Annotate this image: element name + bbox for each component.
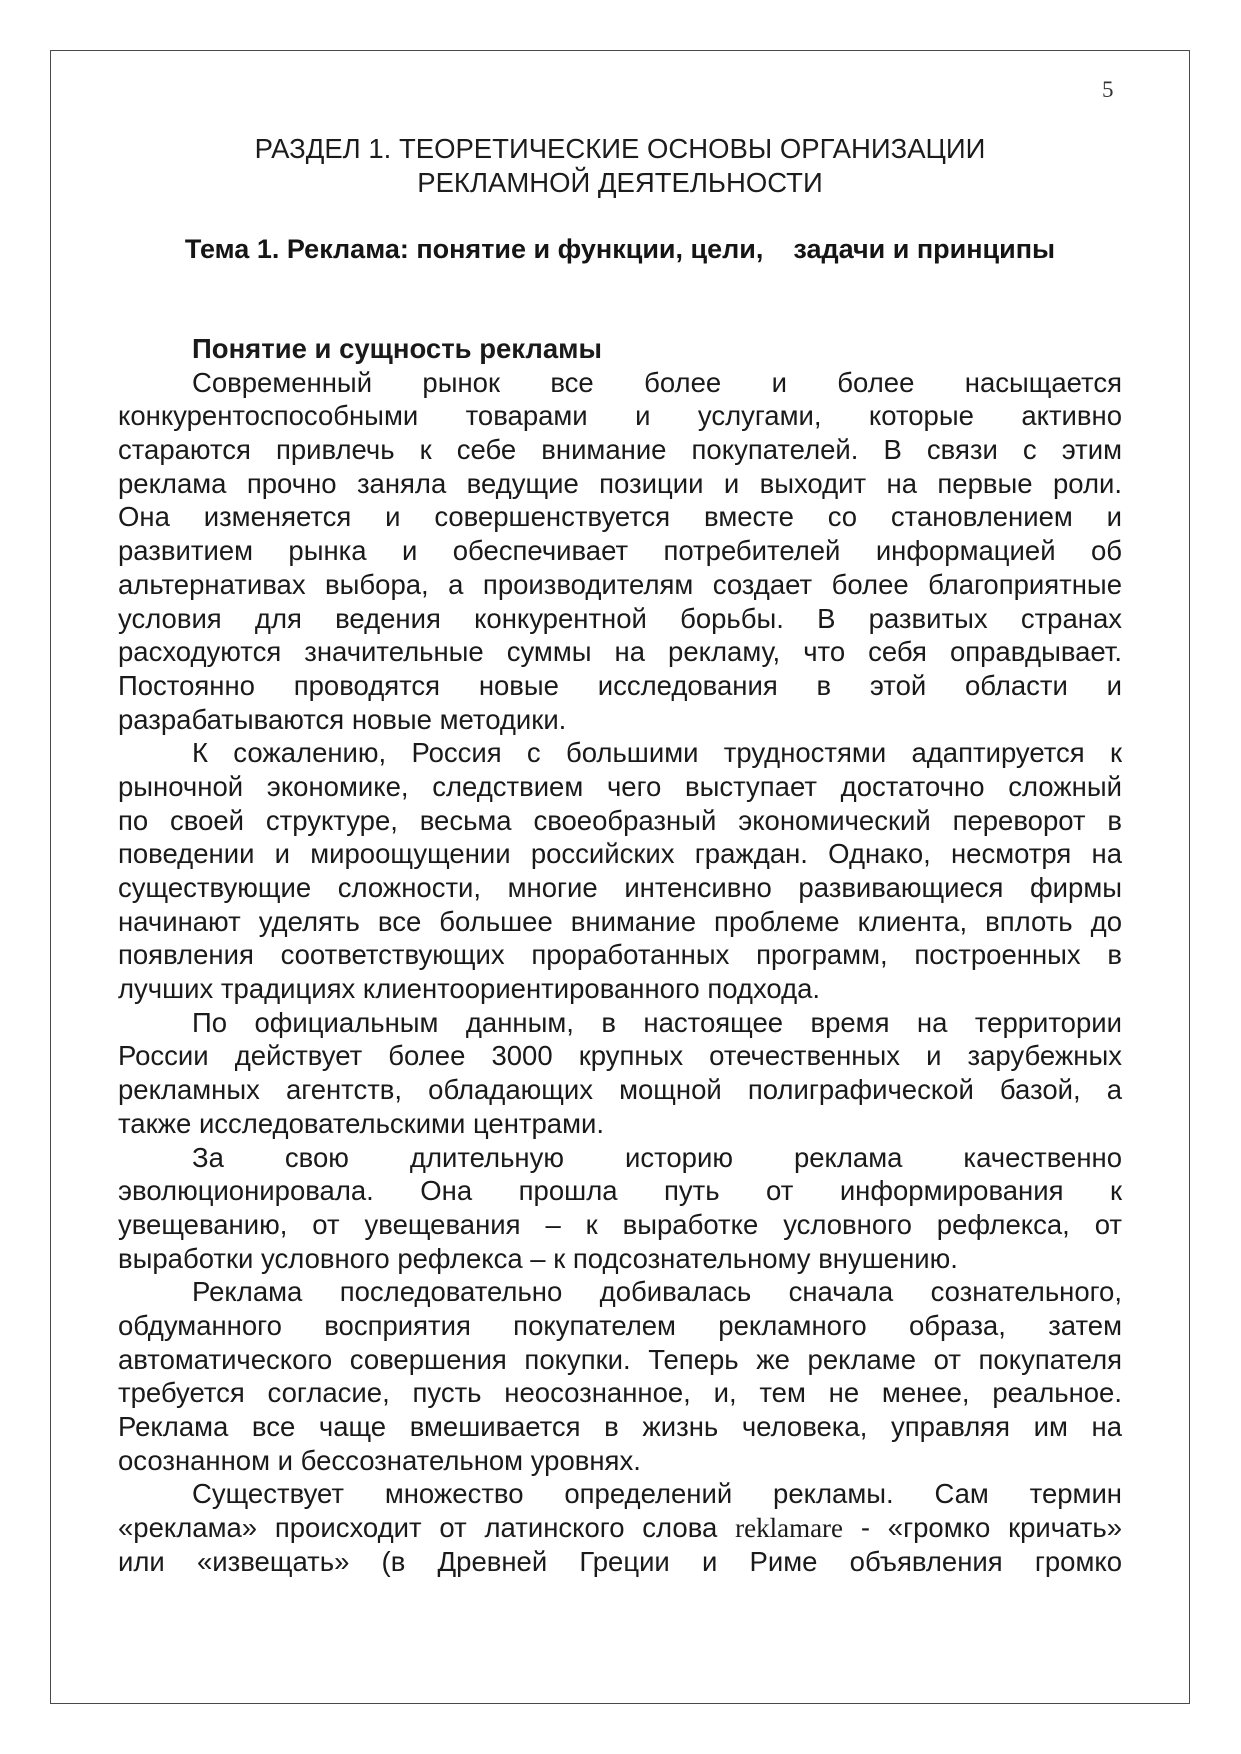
text-line: Современный рынок все более и более насыщается	[192, 366, 1122, 398]
paragraph-2	[118, 736, 1122, 1006]
text-line-with-latin-term	[118, 1511, 1122, 1545]
text-line: России действует более 3000 крупных отечественных и зарубежных	[118, 1040, 1122, 1072]
document-body	[118, 332, 1122, 1578]
text-line: стараются привлечь к себе внимание покупателей. В связи с этим	[118, 434, 1122, 466]
text-line: осознанном и бессознательном уровнях.	[118, 1444, 641, 1476]
text-fragment: «реклама» происходит от латинского слова	[118, 1512, 736, 1544]
topic-title: Тема 1. Реклама: понятие и функции, цели, задачи и принципы	[184, 234, 1056, 264]
text-line: рекламных агентств, обладающих мощной полиграфической базой, а	[118, 1074, 1122, 1106]
text-line: расходуются значительные суммы на рекламу, что себя оправдывает.	[118, 636, 1122, 668]
text-line: К сожалению, Россия с большими трудностями адаптируется к	[192, 737, 1122, 769]
text-line: появления соответствующих проработанных программ, построенных в	[118, 939, 1122, 971]
text-line: существующие сложности, многие интенсивно развивающиеся фирмы	[118, 872, 1122, 903]
paragraph-1	[118, 366, 1122, 737]
page-number: 5	[1102, 77, 1114, 102]
subheading: Понятие и сущность рекламы	[192, 333, 603, 364]
latin-term: reklamare	[735, 1513, 844, 1544]
text-fragment: - «громко кричать»	[843, 1512, 1122, 1544]
text-line: По официальным данным, в настоящее время на территории	[192, 1006, 1122, 1038]
text-line: Существует множество определений рекламы. Сам термин	[192, 1478, 1122, 1510]
text-line: развитием рынка и обеспечивает потребителей информацией об	[118, 535, 1122, 567]
text-line: реклама прочно заняла ведущие позиции и выходит на первые роли.	[118, 467, 1122, 499]
text-line: конкурентоспособными товарами и услугами, которые активно	[118, 400, 1122, 432]
text-line: рыночной экономике, следствием чего выступает достаточно сложный	[118, 770, 1122, 802]
text-line: автоматического совершения покупки. Теперь же рекламе от покупателя	[118, 1343, 1122, 1375]
text-line: Реклама все чаще вмешивается в жизнь человека, управляя им на	[118, 1411, 1122, 1442]
text-line: альтернативах выбора, а производителям создает более благоприятные	[118, 568, 1122, 600]
text-line: разрабатываются новые методики.	[118, 703, 567, 735]
text-line: Постоянно проводятся новые исследования в этой области и	[118, 669, 1122, 701]
paragraph-5	[118, 1275, 1122, 1477]
text-line: Она изменяется и совершенствуется вместе со становлением и	[118, 501, 1122, 533]
text-line: требуется согласие, пусть неосознанное, и, тем не менее, реальное.	[118, 1377, 1122, 1409]
paragraph-6	[118, 1477, 1122, 1578]
text-line: поведении и мироощущении российских граждан. Однако, несмотря на	[118, 838, 1122, 870]
text-line: За свою длительную историю реклама качественно	[192, 1141, 1122, 1173]
paragraph-3	[118, 1006, 1122, 1141]
section-title-line-2: РЕКЛАМНОЙ ДЕЯТЕЛЬНОСТИ	[417, 167, 823, 198]
section-title-line-1: РАЗДЕЛ 1. ТЕОРЕТИЧЕСКИЕ ОСНОВЫ ОРГАНИЗАЦИИ	[254, 133, 986, 164]
text-line: увещеванию, от увещевания – к выработке условного рефлекса, от	[118, 1208, 1122, 1240]
text-line: начинают уделять все большее внимание проблеме клиента, вплоть до	[118, 905, 1122, 937]
text-line: эволюционировала. Она прошла путь от информирования к	[118, 1175, 1122, 1207]
section-title	[118, 132, 1122, 200]
text-line: лучших традициях клиентоориентированного подхода.	[118, 973, 821, 1005]
text-line: или «извещать» (в Древней Греции и Риме объявления громко	[118, 1545, 1122, 1577]
text-line: условия для ведения конкурентной борьбы. В развитых странах	[118, 602, 1122, 634]
text-line: Реклама последовательно добивалась сначала сознательного,	[192, 1276, 1122, 1308]
text-line: по своей структуре, весьма своеобразный экономический переворот в	[118, 804, 1122, 836]
text-line: также исследовательскими центрами.	[118, 1107, 604, 1139]
text-line: обдуманного восприятия покупателем рекламного образа, затем	[118, 1309, 1122, 1341]
text-line: выработки условного рефлекса – к подсознательному внушению.	[118, 1242, 958, 1274]
paragraph-4	[118, 1141, 1122, 1276]
